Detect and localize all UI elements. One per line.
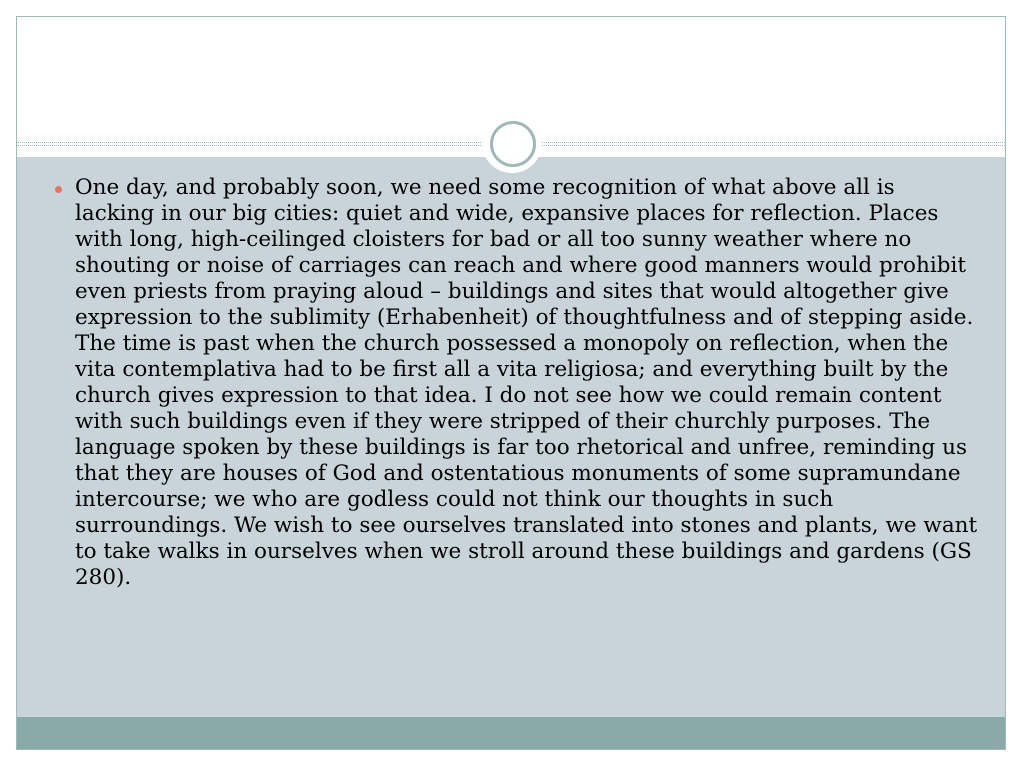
list-item [55, 175, 980, 591]
bullet-dot-icon [55, 186, 62, 193]
bullet-list [55, 175, 980, 591]
decorative-circle-icon [490, 121, 536, 167]
footer-band [17, 717, 1005, 750]
bullet-text: One day, and probably soon, we need some recognition of what above all is lacking in our big cities: quiet and wide, expansive places for reflection. Places with long, high-ceilinged cloisters for bad or all too sunny weather where no shouting or noise of carriages can reach and where good manners would prohibit even priests from praying aloud – buildings and sites that would altogether give expression to the sublimity (Erhabenheit) of thoughtfulness and of stepping aside. The time is past when the church possessed a monopoly on reflection, when the vita contemplativa had to be first all a vita religiosa; and everything built by the church gives expression to that idea. I do not see how we could remain content with such buildings even if they were stripped of their churchly purposes. The language spoken by these buildings is far too rhetorical and unfree, reminding us that they are houses of God and ostentatious monuments of some supramundane intercourse; we who are godless could not think our thoughts in such surroundings. We wish to see ourselves translated into stones and plants, we want to take walks in ourselves when we stroll around these buildings and gardens (GS 280). [75, 175, 978, 590]
slide [16, 16, 1006, 750]
